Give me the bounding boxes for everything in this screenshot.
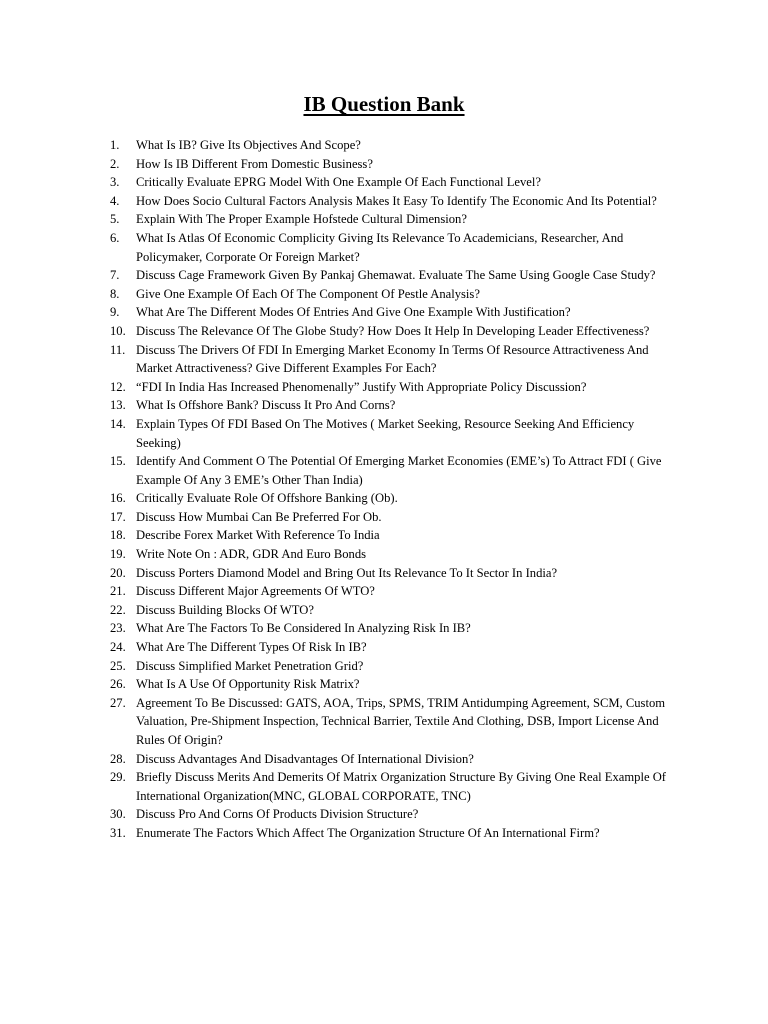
question-text: What Is Offshore Bank? Discuss It Pro And Corns?	[136, 398, 396, 413]
question-number: 3.	[110, 175, 120, 190]
question-number: 15.	[110, 454, 126, 469]
question-item	[0, 750, 768, 769]
question-text: Discuss Building Blocks Of WTO?	[136, 602, 314, 617]
question-number: 29.	[110, 770, 126, 785]
question-text: Enumerate The Factors Which Affect The Organization Structure Of An International Firm?	[136, 825, 600, 840]
question-text: Discuss Porters Diamond Model and Bring Out Its Relevance To It Sector In India?	[136, 565, 558, 580]
question-text: Discuss The Relevance Of The Globe Study? How Does It Help In Developing Leader Effectiveness?	[136, 323, 650, 338]
question-item	[0, 564, 768, 583]
question-text: What Is A Use Of Opportunity Risk Matrix?	[136, 677, 360, 692]
question-number: 24.	[110, 640, 126, 655]
question-number: 26.	[110, 677, 126, 692]
question-text: Explain With The Proper Example Hofstede Cultural Dimension?	[136, 212, 467, 227]
question-item	[0, 638, 768, 657]
question-text: What Is Atlas Of Economic Complicity Giving Its Relevance To Academicians, Researcher, And Policymaker, Corporate Or Foreign Market?	[136, 230, 624, 264]
question-text: Identify And Comment O The Potential Of Emerging Market Economies (EME’s) To Attract FDI ( Give Example Of Any 3 EME’s Other Than India)	[136, 454, 662, 487]
question-number: 20.	[110, 565, 126, 580]
question-number: 27.	[110, 695, 126, 710]
question-item	[0, 285, 768, 304]
question-item	[0, 824, 768, 843]
question-text: What Are The Factors To Be Considered In Analyzing Risk In IB?	[136, 621, 471, 636]
question-text: Explain Types Of FDI Based On The Motives ( Market Seeking, Resource Seeking And Efficiency Seeking)	[136, 416, 635, 450]
question-number: 6.	[110, 230, 120, 245]
question-number: 13.	[110, 398, 126, 413]
question-item	[0, 173, 768, 192]
question-text: Critically Evaluate Role Of Offshore Banking (Ob).	[136, 491, 398, 506]
question-text: What Are The Different Types Of Risk In IB?	[136, 640, 367, 655]
question-item	[0, 619, 768, 638]
question-item	[0, 768, 768, 805]
question-number: 9.	[110, 305, 120, 320]
question-number: 11.	[110, 342, 126, 357]
question-text: Critically Evaluate EPRG Model With One Example Of Each Functional Level?	[136, 175, 541, 190]
question-text: Discuss Advantages And Disadvantages Of International Division?	[136, 751, 474, 766]
question-number: 23.	[110, 621, 126, 636]
question-item	[0, 675, 768, 694]
question-number: 5.	[110, 212, 120, 227]
question-text: Agreement To Be Discussed: GATS, AOA, Trips, SPMS, TRIM Antidumping Agreement, SCM, Custom Valuation, Pre-Shipment Inspection, Technical Barrier, Textile And Clothing, DSB, Import License And Rules Of Origin?	[136, 695, 666, 747]
question-item	[0, 508, 768, 527]
question-item	[0, 210, 768, 229]
question-item	[0, 526, 768, 545]
question-number: 16.	[110, 491, 126, 506]
question-item	[0, 489, 768, 508]
question-item	[0, 415, 768, 452]
question-number: 1.	[110, 138, 120, 152]
question-text: What Is IB? Give Its Objectives And Scope?	[136, 138, 361, 152]
question-text: Briefly Discuss Merits And Demerits Of Matrix Organization Structure By Giving One Real Example Of International Organization(MNC, GLOBAL CORPORATE, TNC)	[136, 770, 667, 803]
question-text: Write Note On : ADR, GDR And Euro Bonds	[136, 547, 367, 562]
question-number: 25.	[110, 658, 126, 673]
question-item	[0, 155, 768, 174]
question-item	[0, 378, 768, 397]
question-item	[0, 396, 768, 415]
question-item	[0, 452, 768, 489]
question-item	[0, 303, 768, 322]
question-text: Discuss The Drivers Of FDI In Emerging Market Economy In Terms Of Resource Attractiveness And Market Attractiveness? Give Different Examples For Each?	[136, 342, 649, 376]
question-number: 2.	[110, 156, 120, 171]
question-item	[0, 192, 768, 211]
question-item	[0, 805, 768, 824]
question-item	[0, 266, 768, 285]
question-number: 12.	[110, 379, 126, 394]
question-item	[0, 545, 768, 564]
question-number: 8.	[110, 286, 120, 301]
question-item	[0, 601, 768, 620]
question-item	[0, 229, 768, 266]
question-text: Discuss Simplified Market Penetration Grid?	[136, 658, 364, 673]
page-title: IB Question Bank	[303, 92, 465, 116]
question-number: 31.	[110, 825, 126, 840]
question-text: Discuss Different Major Agreements Of WTO?	[136, 584, 375, 599]
question-number: 30.	[110, 807, 126, 822]
question-text: Give One Example Of Each Of The Component Of Pestle Analysis?	[136, 286, 480, 301]
question-number: 21.	[110, 584, 126, 599]
question-text: What Are The Different Modes Of Entries And Give One Example With Justification?	[136, 305, 571, 320]
question-list	[0, 136, 768, 843]
question-text: Describe Forex Market With Reference To India	[136, 528, 380, 543]
question-item	[0, 341, 768, 378]
question-text: “FDI In India Has Increased Phenomenally” Justify With Appropriate Policy Discussion?	[136, 379, 587, 394]
question-item	[0, 582, 768, 601]
question-item	[0, 136, 768, 155]
question-item	[0, 694, 768, 750]
question-text: Discuss How Mumbai Can Be Preferred For Ob.	[136, 509, 382, 524]
question-text: Discuss Cage Framework Given By Pankaj Ghemawat. Evaluate The Same Using Google Case Study?	[136, 268, 656, 283]
question-item	[0, 322, 768, 341]
question-number: 4.	[110, 193, 120, 208]
question-number: 22.	[110, 602, 126, 617]
question-number: 17.	[110, 509, 126, 524]
question-number: 19.	[110, 547, 126, 562]
question-text: How Is IB Different From Domestic Business?	[136, 156, 373, 171]
question-number: 18.	[110, 528, 126, 543]
question-number: 7.	[110, 268, 120, 283]
question-text: How Does Socio Cultural Factors Analysis Makes It Easy To Identify The Economic And Its Potential?	[136, 193, 657, 208]
question-number: 28.	[110, 751, 126, 766]
question-number: 14.	[110, 416, 126, 431]
question-item	[0, 657, 768, 676]
question-number: 10.	[110, 323, 126, 338]
question-text: Discuss Pro And Corns Of Products Division Structure?	[136, 807, 419, 822]
